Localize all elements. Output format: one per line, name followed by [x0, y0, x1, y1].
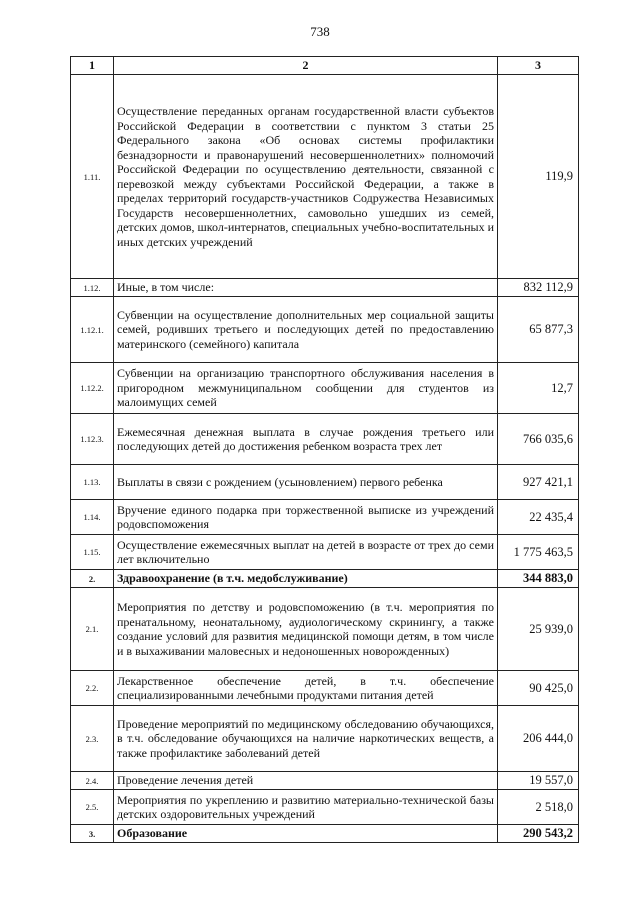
- table-row: [71, 465, 579, 500]
- row-number: 2.2.: [71, 671, 114, 706]
- row-description: Субвенции на организацию транспортного обслуживания населения в пригородном межмуниципальном сообщении для студентов из малоимущих семей: [114, 363, 498, 414]
- row-amount: 832 112,9: [498, 279, 579, 297]
- table-row: [71, 706, 579, 772]
- table-row: [71, 500, 579, 535]
- table-row: [71, 671, 579, 706]
- row-number: 3.: [71, 825, 114, 843]
- row-number: 1.13.: [71, 465, 114, 500]
- row-description: Мероприятия по укреплению и развитию материально-технической базы детских оздоровительных учреждений: [114, 790, 498, 825]
- table-row: [71, 535, 579, 570]
- row-number: 2.1.: [71, 588, 114, 671]
- row-amount: 90 425,0: [498, 671, 579, 706]
- row-number: 1.11.: [71, 75, 114, 279]
- row-description: Здравоохранение (в т.ч. медобслуживание): [114, 570, 498, 588]
- row-amount: 22 435,4: [498, 500, 579, 535]
- row-number: 2.4.: [71, 772, 114, 790]
- row-number: 1.12.3.: [71, 414, 114, 465]
- row-description: Образование: [114, 825, 498, 843]
- row-number: 2.3.: [71, 706, 114, 772]
- table-row: [71, 772, 579, 790]
- table-row: [71, 790, 579, 825]
- row-amount: 19 557,0: [498, 772, 579, 790]
- row-description: Ежемесячная денежная выплата в случае рождения третьего или последующих детей до достижения ребенком возраста трех лет: [114, 414, 498, 465]
- table-row: [71, 414, 579, 465]
- page-number: 738: [310, 24, 330, 39]
- row-number: 1.14.: [71, 500, 114, 535]
- row-description: Проведение лечения детей: [114, 772, 498, 790]
- row-amount: 290 543,2: [498, 825, 579, 843]
- column-header-amount: 3: [498, 57, 579, 75]
- row-amount: 12,7: [498, 363, 579, 414]
- row-description: Выплаты в связи с рождением (усыновлением) первого ребенка: [114, 465, 498, 500]
- row-number: 1.12.: [71, 279, 114, 297]
- table-row: [71, 279, 579, 297]
- row-description: Осуществление ежемесячных выплат на детей в возрасте от трех до семи лет включительно: [114, 535, 498, 570]
- table-row: [71, 570, 579, 588]
- row-number: 2.: [71, 570, 114, 588]
- row-number: 2.5.: [71, 790, 114, 825]
- table-row: [71, 825, 579, 843]
- row-amount: 206 444,0: [498, 706, 579, 772]
- row-amount: 344 883,0: [498, 570, 579, 588]
- row-description: Вручение единого подарка при торжественной выписке из учреждений родовспоможения: [114, 500, 498, 535]
- row-number: 1.12.2.: [71, 363, 114, 414]
- row-amount: 2 518,0: [498, 790, 579, 825]
- row-number: 1.12.1.: [71, 297, 114, 363]
- row-description: Иные, в том числе:: [114, 279, 498, 297]
- row-amount: 25 939,0: [498, 588, 579, 671]
- row-number: 1.15.: [71, 535, 114, 570]
- column-header-number: 1: [71, 57, 114, 75]
- budget-table: [70, 56, 579, 843]
- row-description: Осуществление переданных органам государственной власти субъектов Российской Федерации в соответствии с пунктом 3 статьи 25 Федерального закона «Об основах системы профилактики безнадзорности и правонарушений несовершеннолетних» полномочий Российской Федерации по осуществлению деятельности, связанной с перевозкой между субъектами Российской Федерации, а также в пределах территорий государств-участников Содружества Независимых Государств несовершеннолетних, самовольно ушедших из семей, детских домов, школ-интернатов, специальных учебно-воспитательных и иных детских учреждений: [114, 75, 498, 279]
- table-row: [71, 363, 579, 414]
- row-amount: 1 775 463,5: [498, 535, 579, 570]
- row-amount: 927 421,1: [498, 465, 579, 500]
- row-description: Проведение мероприятий по медицинскому обследованию обучающихся, в т.ч. обследование обучающихся на наличие наркотических веществ, а также профилактике заболеваний детей: [114, 706, 498, 772]
- row-description: Субвенции на осуществление дополнительных мер социальной защиты семей, родивших третьего и последующих детей по предоставлению материнского (семейного) капитала: [114, 297, 498, 363]
- table-header-row: [71, 57, 579, 75]
- table-row: [71, 588, 579, 671]
- table-row: [71, 75, 579, 279]
- row-amount: 766 035,6: [498, 414, 579, 465]
- row-description: Мероприятия по детству и родовспоможению (в т.ч. мероприятия по пренатальному, неонатальному, аудиологическому скринингу, а также создание условий для развития медицинской помощи детям, в том числе и в выхаживании маловесных и недоношенных новорожденных): [114, 588, 498, 671]
- table-row: [71, 297, 579, 363]
- row-amount: 119,9: [498, 75, 579, 279]
- column-header-description: 2: [114, 57, 498, 75]
- row-amount: 65 877,3: [498, 297, 579, 363]
- row-description: Лекарственное обеспечение детей, в т.ч. обеспечение специализированными лечебными продуктами питания детей: [114, 671, 498, 706]
